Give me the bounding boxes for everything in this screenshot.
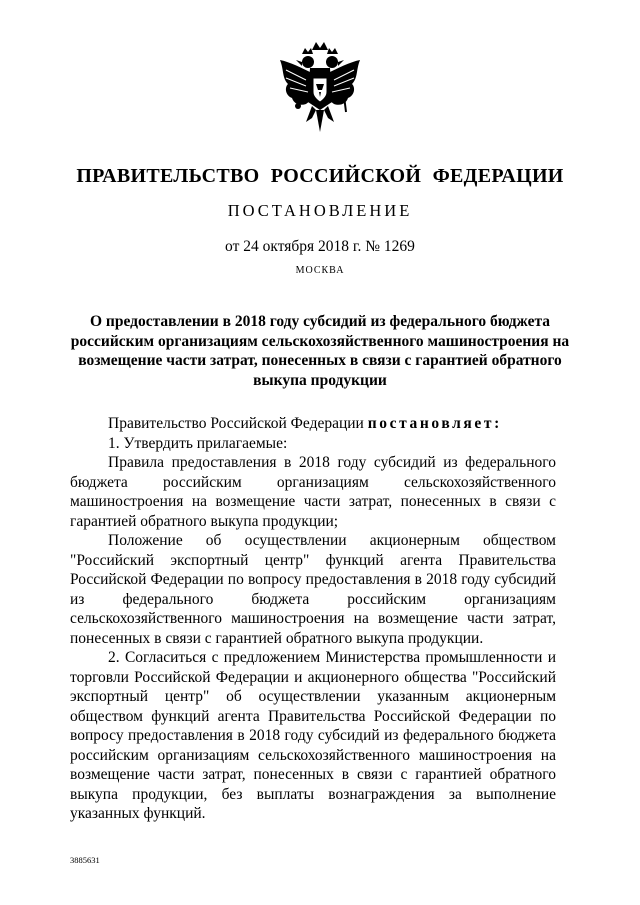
document-city: МОСКВА	[295, 265, 345, 276]
document-date-number: от 24 октября 2018 г. № 1269	[225, 238, 415, 255]
intro-prefix: Правительство Российской Федерации	[108, 415, 368, 432]
decree-word: постановляет:	[367, 415, 502, 432]
item-2: 2. Согласиться с предложением Министерства промышленности и торговли Российской Федерации и акционерного общества "Российский экспортный центр" об осуществлении указанным акционерным обществом функций агента Правительства Российской Федерации по вопросу предоставления в 2018 году субсидий из федерального бюджета российским организациям сельскохозяйственного машиностроения на возмещение части затрат, понесенных в связи с гарантией обратного выкупа продукции, без выплаты вознаграждения за выполнение указанных функций.	[70, 649, 556, 822]
document-title: О предоставлении в 2018 году субсидий из федерального бюджета российским организациям сельскохозяйственного машиностроения на возмещение части затрат, понесенных в связи с гарантией обратного выкупа продукции	[70, 313, 570, 389]
rules-paragraph: Правила предоставления в 2018 году субсидий из федерального бюджета российским организациям сельскохозяйственного машиностроения на возмещение части затрат, понесенных в связи с гарантией обратного выкупа продукции;	[70, 454, 556, 530]
coat-of-arms-icon	[272, 40, 368, 140]
intro-paragraph	[70, 414, 556, 434]
document-body	[70, 414, 556, 824]
document-id: 3885631	[70, 855, 100, 865]
item-1: 1. Утвердить прилагаемые:	[108, 434, 288, 452]
regulation-paragraph: Положение об осуществлении акционерным обществом "Российский экспортный центр" функций агента Правительства Российской Федерации по вопросу предоставления в 2018 году субсидий из федерального бюджета российским организациям сельскохозяйственного машиностроения на возмещение части затрат, понесенных в связи с гарантией обратного выкупа продукции.	[70, 532, 556, 647]
government-name: ПРАВИТЕЛЬСТВО РОССИЙСКОЙ ФЕДЕРАЦИИ	[76, 165, 564, 187]
document-type: ПОСТАНОВЛЕНИЕ	[227, 201, 413, 220]
